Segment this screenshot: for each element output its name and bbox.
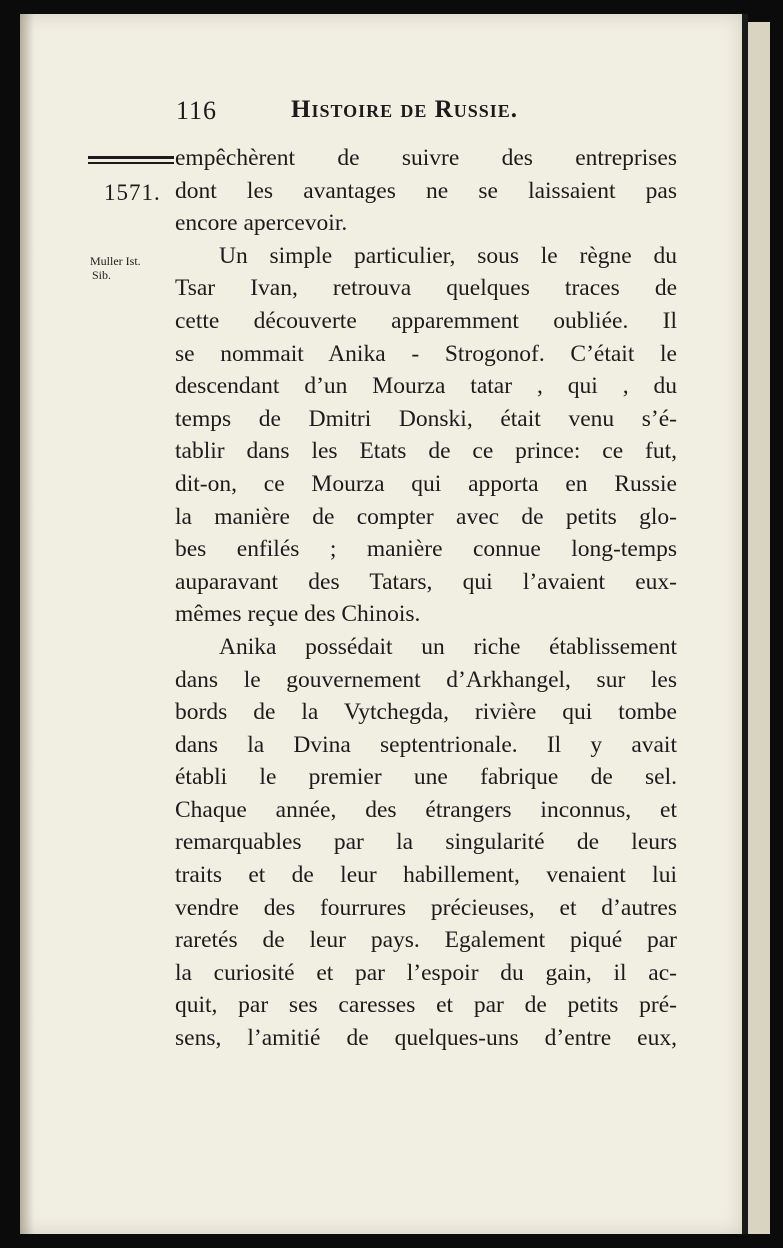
text-line: Chaque année, des étrangers inconnus, et — [175, 796, 677, 823]
margin-note-line: Sib. — [92, 268, 112, 282]
text-line: dans la Dvina septentrionale. Il y avait — [175, 731, 677, 758]
page-number: 116 — [176, 96, 218, 125]
spine-shadow — [20, 14, 34, 1234]
text-line: cette découverte apparemment oubliée. Il — [175, 307, 677, 334]
running-title: Histoire de Russie. — [291, 96, 518, 123]
text-line: vendre des fourrures précieuses, et d’autres — [175, 894, 677, 921]
section-rule — [88, 162, 174, 164]
text-line: descendant d’un Mourza tatar , qui , du — [175, 373, 677, 400]
margin-year: 1571. — [104, 180, 161, 205]
text-line: dont les avantages ne se laissaient pas — [175, 177, 677, 204]
text-line: quit, par ses caresses et par de petits pré- — [175, 992, 677, 1019]
text-line: temps de Dmitri Donski, était venu s’é- — [175, 405, 677, 432]
body-text — [175, 142, 677, 1055]
text-line: traits et de leur habillement, venaient lui — [175, 862, 677, 889]
text-line: dit-on, ce Mourza qui apporta en Russie — [175, 470, 677, 497]
text-line: la curiosité et par l’espoir du gain, il ac- — [175, 959, 677, 986]
text-line: Tsar Ivan, retrouva quelques traces de — [175, 275, 677, 302]
text-line: empêchèrent de suivre des entreprises — [175, 145, 677, 171]
text-line: bords de la Vytchegda, rivière qui tombe — [175, 699, 677, 726]
text-line: sens, l’amitié de quelques-uns d’entre eux, — [175, 1025, 677, 1052]
text-line: dans le gouvernement d’Arkhangel, sur les — [175, 666, 677, 693]
text-line: établi le premier une fabrique de sel. — [175, 764, 677, 791]
margin-note — [90, 254, 180, 282]
text-line: tablir dans les Etats de ce prince: ce fut, — [175, 438, 677, 465]
text-line: Un simple particulier, sous le règne du — [219, 242, 677, 269]
facing-page-edge — [748, 22, 770, 1234]
page-header — [176, 96, 676, 136]
margin-note-line: Muller Ist. — [90, 254, 141, 268]
text-line: se nommait Anika - Strogonof. C’était le — [175, 340, 677, 367]
text-line: auparavant des Tatars, qui l’avaient eux- — [175, 568, 677, 595]
text-line: la manière de compter avec de petits glo- — [175, 503, 677, 530]
text-line: encore apercevoir. — [175, 210, 348, 237]
section-rule — [88, 156, 174, 159]
text-line: remarquables par la singularité de leurs — [175, 829, 677, 856]
text-line: bes enfilés ; manière connue long-temps — [175, 536, 677, 563]
text-line: mêmes reçue des Chinois. — [175, 601, 421, 628]
text-line: raretés de leur pays. Egalement piqué par — [175, 927, 677, 954]
text-line: Anika possédait un riche établissement — [219, 633, 677, 660]
